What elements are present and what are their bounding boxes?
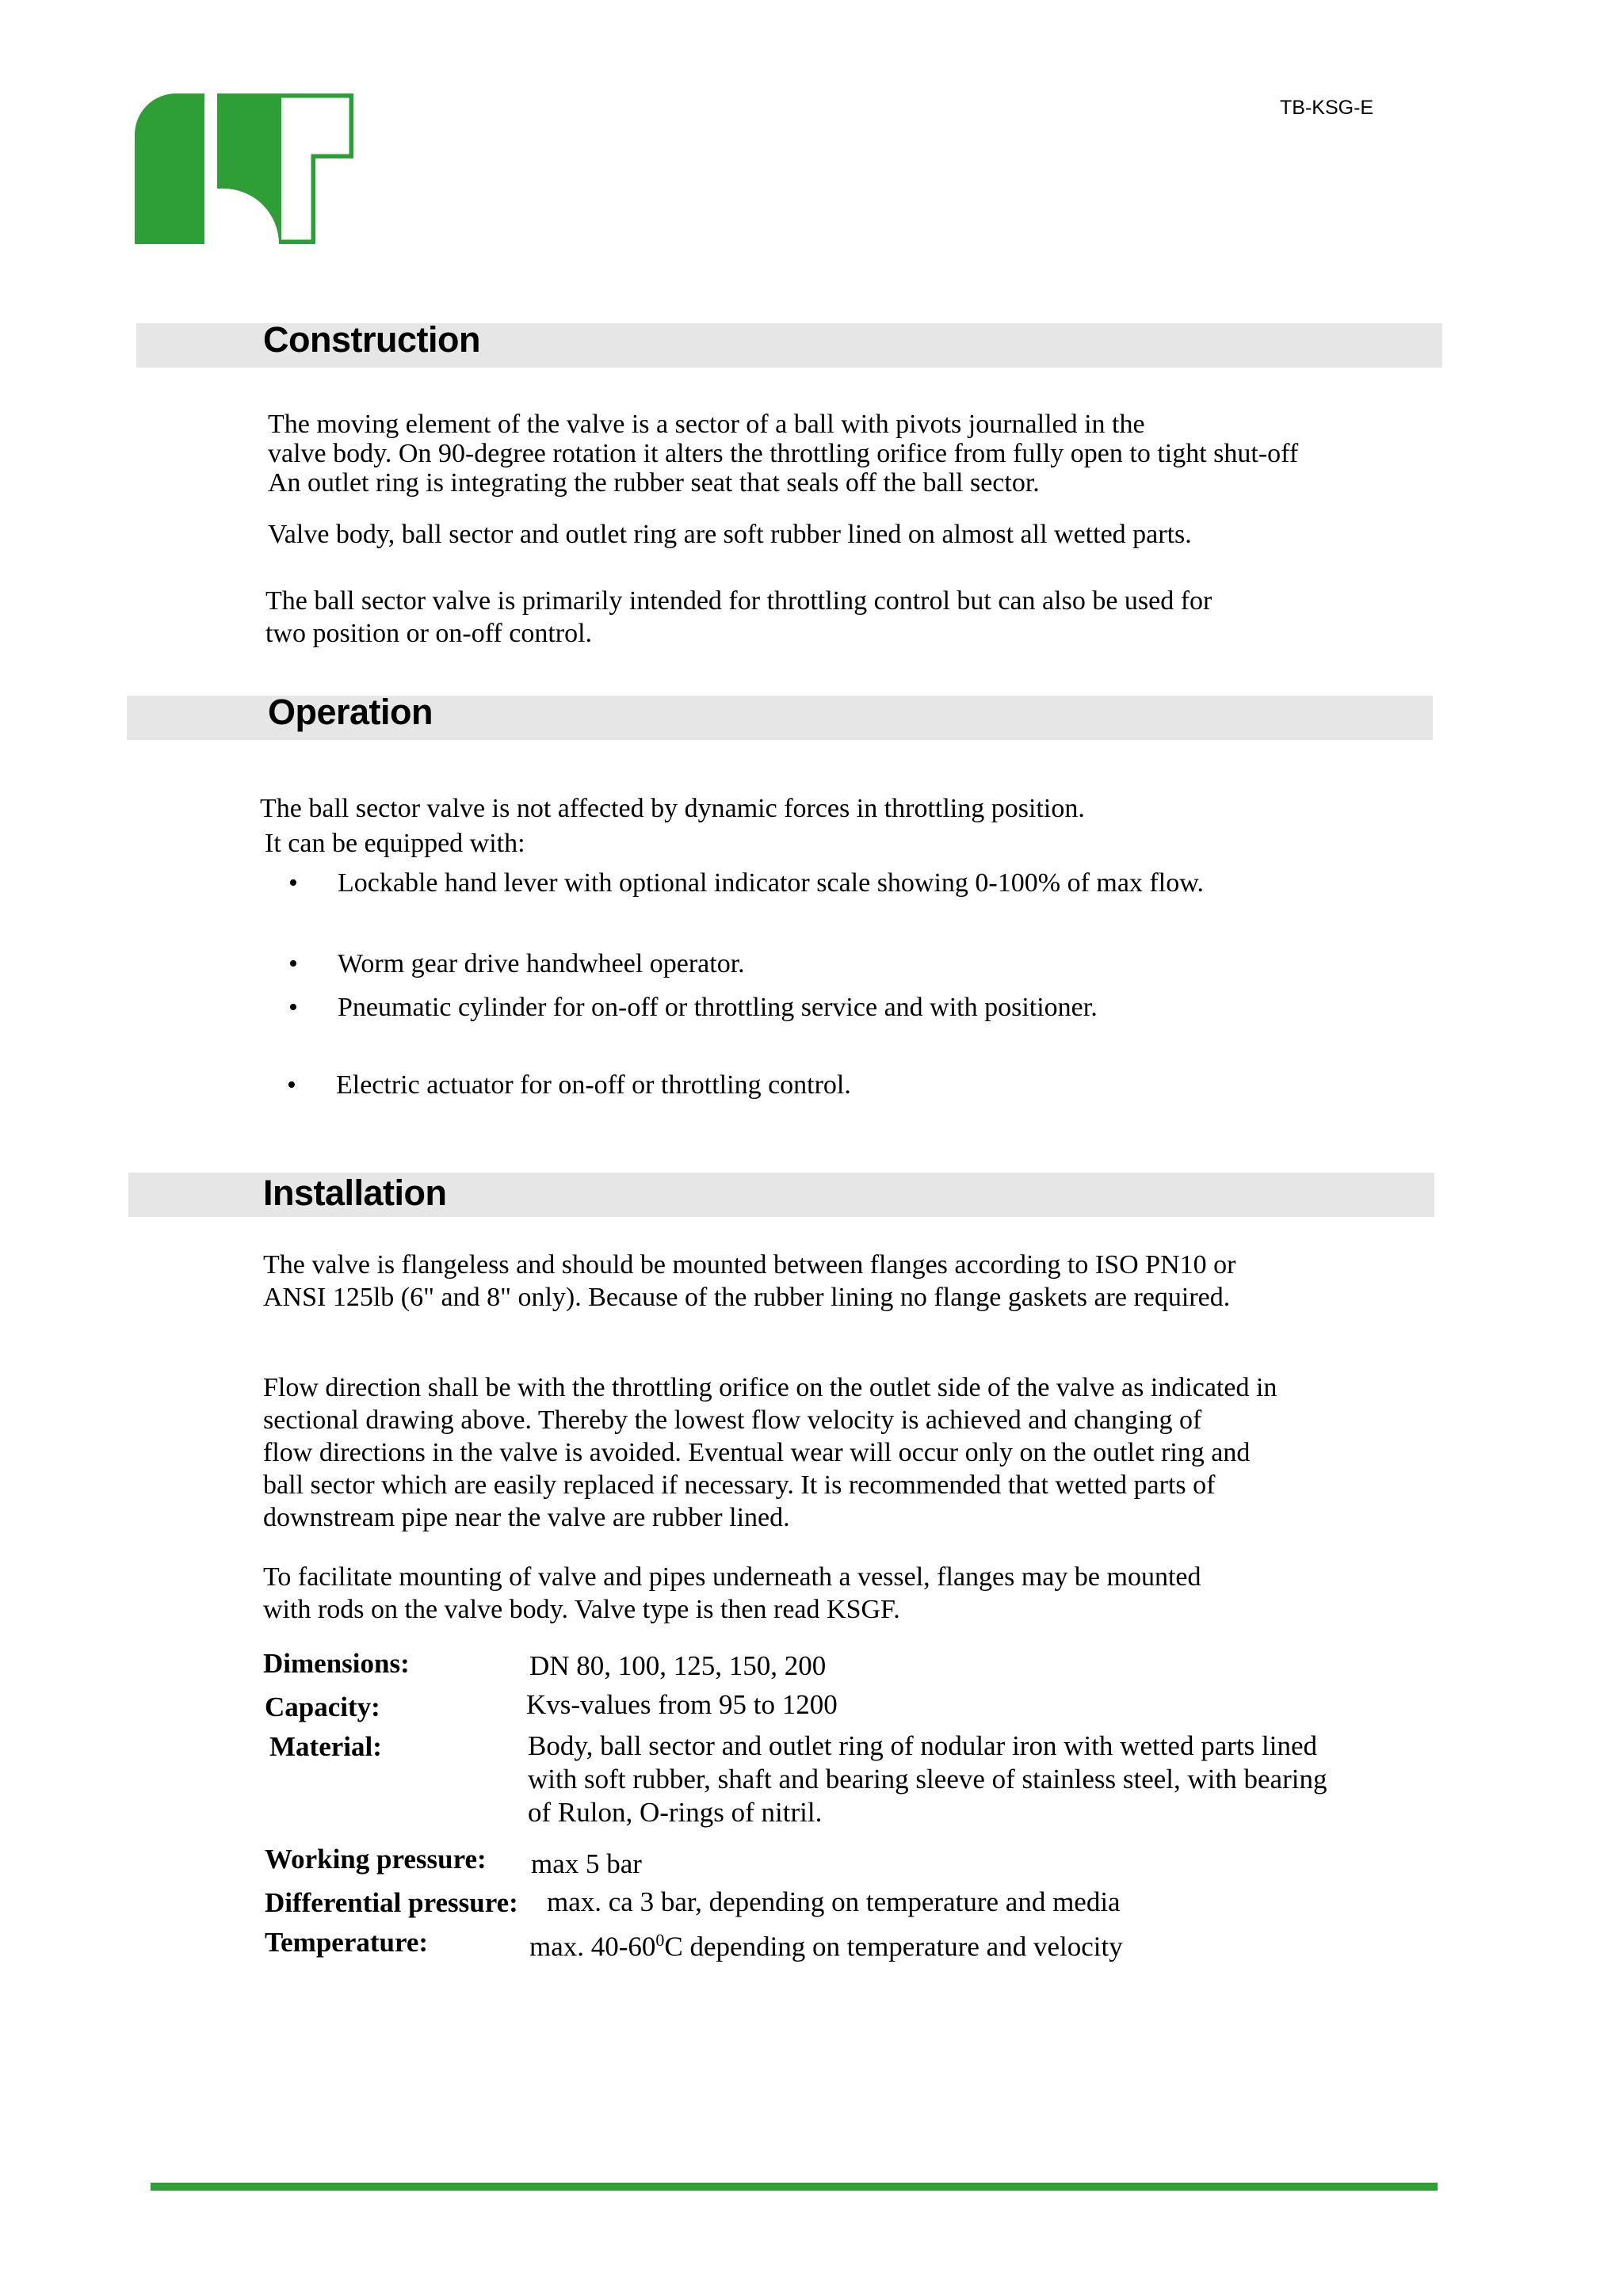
footer-rule [151,2183,1438,2191]
construction-p1-line: The moving element of the valve is a sector of a ball with pivots journalled in the [268,410,1145,439]
bullet-icon: • [288,993,298,1022]
bullet-text: Pneumatic cylinder for on-off or throttling service and with positioner. [338,993,1098,1022]
section-title-operation: Operation [268,692,433,732]
construction-p1-line: valve body. On 90-degree rotation it alters the throttling orifice from fully open to tight shut-off [268,439,1299,468]
spec-material-line: Body, ball sector and outlet ring of nodular iron with wetted parts lined [528,1730,1317,1761]
construction-p3-line: two position or on-off control. [265,619,593,648]
spec-material-line: of Rulon, O-rings of nitril. [528,1797,823,1828]
spec-value-material [528,1730,1327,1829]
construction-p3-line: The ball sector valve is primarily intended for throttling control but can also be used for [265,586,1212,616]
spec-value-capacity: Kvs-values from 95 to 1200 [526,1689,838,1720]
installation-p1-line: The valve is flangeless and should be mounted between flanges according to ISO PN10 or [263,1250,1236,1280]
construction-paragraph-3 [265,585,1212,650]
installation-p2-line: ball sector which are easily replaced if necessary. It is recommended that wetted parts of [263,1470,1216,1500]
installation-paragraph-3 [263,1561,1201,1626]
spec-value-dimensions: DN 80, 100, 125, 150, 200 [529,1650,827,1681]
bullet-text: Lockable hand lever with optional indicator scale showing 0-100% of max flow. [338,868,1205,898]
spec-label-working-pressure: Working pressure: [265,1844,487,1875]
bullet-text: Worm gear drive handwheel operator. [338,949,745,978]
installation-paragraph-2 [263,1371,1277,1534]
installation-p2-line: Flow direction shall be with the throttling orifice on the outlet side of the valve as indicated in [263,1373,1277,1402]
spec-label-differential-pressure: Differential pressure: [265,1887,518,1918]
installation-p2-line: flow directions in the valve is avoided. Eventual wear will occur only on the outlet ring and [263,1438,1251,1467]
installation-p3-line: with rods on the valve body. Valve type is then read KSGF. [263,1595,900,1624]
bullet-icon: • [288,868,298,898]
spec-label-temperature: Temperature: [265,1927,429,1958]
section-title-installation: Installation [263,1173,447,1213]
operation-intro [260,792,1085,860]
spec-label-capacity: Capacity: [265,1691,380,1722]
installation-p3-line: To facilitate mounting of valve and pipes underneath a vessel, flanges may be mounted [263,1562,1201,1592]
installation-p2-line: downstream pipe near the valve are rubber lined. [263,1503,790,1532]
document-code: TB-KSG-E [1280,97,1374,119]
spec-value-working-pressure: max 5 bar [531,1848,642,1879]
bullet-icon: • [287,1070,296,1100]
operation-intro-line: The ball sector valve is not affected by dynamic forces in throttling position. [260,794,1085,823]
temperature-value-suffix: C depending on temperature and velocity [664,1931,1123,1962]
temperature-degree-superscript: 0 [655,1930,665,1950]
construction-paragraph-2: Valve body, ball sector and outlet ring are soft rubber lined on almost all wetted parts. [268,520,1192,549]
construction-p1-line: An outlet ring is integrating the rubber seat that seals off the ball sector. [268,468,1040,498]
operation-intro-line: It can be equipped with: [265,829,525,858]
bullet-icon: • [288,949,298,978]
installation-paragraph-1 [263,1249,1235,1314]
spec-value-differential-pressure: max. ca 3 bar, depending on temperature and media [547,1886,1121,1917]
installation-p2-line: sectional drawing above. Thereby the lowest flow velocity is achieved and changing of [263,1405,1202,1435]
installation-p1-line: ANSI 125lb (6" and 8" only). Because of the rubber lining no flange gaskets are required. [263,1283,1231,1312]
spec-value-temperature [529,1924,1123,1964]
temperature-value-prefix: max. 40-60 [529,1931,656,1962]
spec-label-material: Material: [269,1731,382,1762]
construction-paragraph-1 [268,408,1298,499]
spec-material-line: with soft rubber, shaft and bearing sleeve of stainless steel, with bearing [528,1764,1327,1794]
section-title-construction: Construction [263,319,480,360]
company-logo-icon [135,93,353,244]
spec-label-dimensions: Dimensions: [263,1648,410,1679]
bullet-text: Electric actuator for on-off or throttling control. [336,1070,851,1100]
